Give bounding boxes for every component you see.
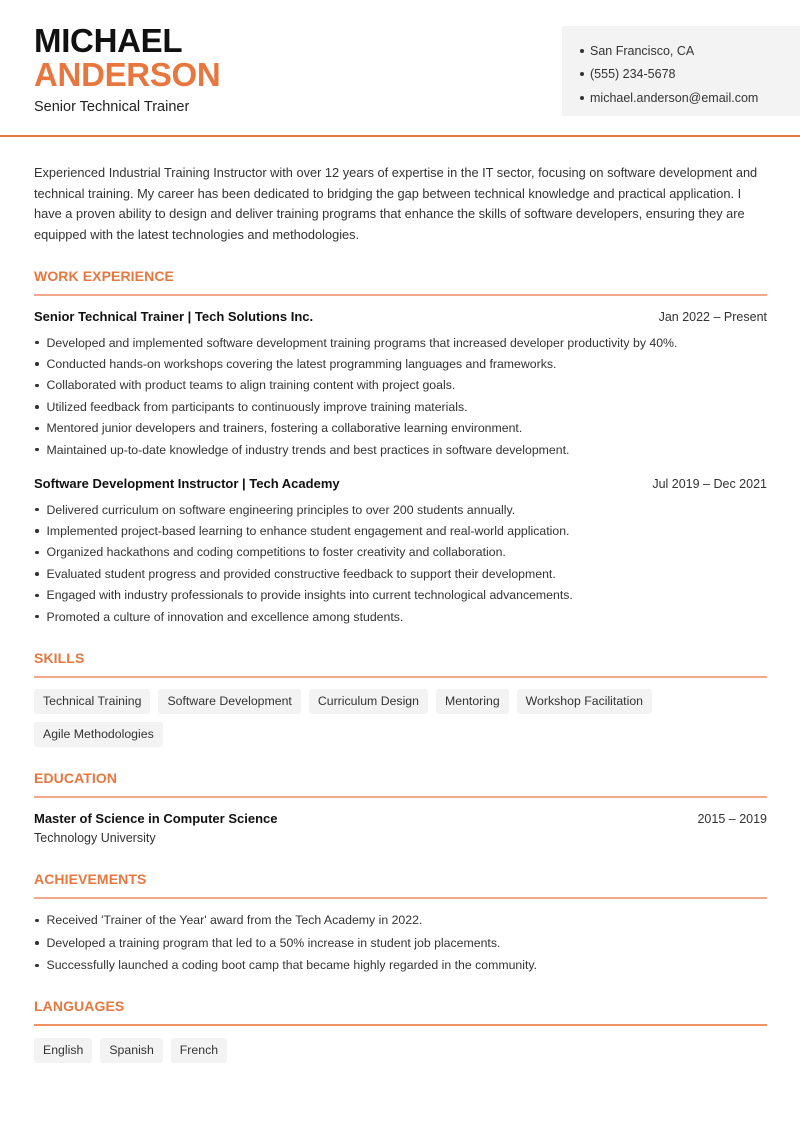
contact-email <box>580 86 800 110</box>
job-header <box>34 476 767 491</box>
list-item: Utilized feedback from participants to continuously improve training materials. <box>34 396 767 417</box>
job-bullets <box>34 499 767 627</box>
list-item: Successfully launched a coding boot camp that became highly regarded in the community. <box>34 954 767 977</box>
contact-location <box>580 39 800 63</box>
bullet-icon <box>580 72 584 76</box>
school-name: Technology University <box>34 831 156 845</box>
bullet-icon <box>35 615 39 619</box>
resume-header <box>0 0 800 137</box>
bullet-icon <box>35 551 39 555</box>
list-item: Received 'Trainer of the Year' award from the Tech Academy in 2022. <box>34 909 767 932</box>
bullet-icon <box>35 529 39 533</box>
bullet-icon <box>35 941 39 945</box>
bullet-icon <box>35 448 39 452</box>
section-heading-education: EDUCATION <box>34 770 767 798</box>
bullet-icon <box>580 96 584 100</box>
list-item: Engaged with industry professionals to provide insights into current technological advancements. <box>34 585 767 606</box>
list-item: Evaluated student progress and provided constructive feedback to support their development. <box>34 563 767 584</box>
last-name: ANDERSON <box>34 56 221 93</box>
job-header <box>34 309 767 324</box>
professional-summary: Experienced Industrial Training Instructor with over 12 years of expertise in the IT sector, focusing on software development and technical training. My career has been dedicated to bridging the gap between technical knowledge and practical application. I have a proven ability to design and deliver training programs that enhance the skills of software developers, ensuring they are equipped with the latest technologies and methodologies. <box>34 165 758 242</box>
section-heading-work-experience: WORK EXPERIENCE <box>34 268 767 296</box>
job-title: Senior Technical Trainer | Tech Solutions Inc. <box>34 309 314 324</box>
bullet-icon <box>35 594 39 598</box>
bullet-icon <box>35 362 39 366</box>
skill-tag: Software Development <box>158 689 300 714</box>
list-item: Mentored junior developers and trainers, fostering a collaborative learning environment. <box>34 418 767 439</box>
section-heading-languages: LANGUAGES <box>34 998 767 1026</box>
job-dates: Jul 2019 – Dec 2021 <box>652 477 767 491</box>
skill-tag: Curriculum Design <box>309 689 428 714</box>
list-item: Developed and implemented software development training programs that increased developer productivity by 40%. <box>34 332 767 353</box>
first-name: MICHAEL <box>34 22 183 59</box>
job-title: Software Development Instructor | Tech Academy <box>34 476 340 491</box>
language-tag: Spanish <box>100 1038 162 1063</box>
list-item: Collaborated with product teams to align training content with project goals. <box>34 375 767 396</box>
list-item: Implemented project-based learning to enhance student engagement and real-world application. <box>34 520 767 541</box>
bullet-icon <box>35 919 39 923</box>
languages-tags <box>34 1038 767 1063</box>
skill-tag: Technical Training <box>34 689 150 714</box>
list-item: Conducted hands-on workshops covering the latest programming languages and frameworks. <box>34 353 767 374</box>
phone-text[interactable]: (555) 234-5678 <box>590 67 676 82</box>
language-tag: English <box>34 1038 92 1063</box>
bullet-icon <box>580 49 584 53</box>
skills-tags <box>34 689 767 747</box>
skill-tag: Workshop Facilitation <box>517 689 652 714</box>
job-dates: Jan 2022 – Present <box>658 310 767 324</box>
list-item: Maintained up-to-date knowledge of industry trends and best practices in software development. <box>34 439 767 460</box>
contact-box <box>562 26 800 116</box>
education-header <box>34 811 767 826</box>
section-heading-skills: SKILLS <box>34 650 767 678</box>
list-item: Developed a training program that led to a 50% increase in student job placements. <box>34 932 767 955</box>
list-item: Promoted a culture of innovation and excellence among students. <box>34 606 767 627</box>
education-dates: 2015 – 2019 <box>697 812 767 826</box>
section-heading-achievements: ACHIEVEMENTS <box>34 871 767 899</box>
bullet-icon <box>35 405 39 409</box>
bullet-icon <box>35 572 39 576</box>
location-text: San Francisco, CA <box>590 43 695 58</box>
email-link[interactable]: michael.anderson@email.com <box>590 90 759 105</box>
job-bullets <box>34 332 767 460</box>
bullet-icon <box>35 341 39 345</box>
skill-tag: Mentoring <box>436 689 509 714</box>
list-item: Delivered curriculum on software engineering principles to over 200 students annually. <box>34 499 767 520</box>
bullet-icon <box>35 508 39 512</box>
achievements-list <box>34 909 767 977</box>
degree: Master of Science in Computer Science <box>34 811 278 826</box>
bullet-icon <box>35 384 39 388</box>
skill-tag: Agile Methodologies <box>34 722 163 747</box>
bullet-icon <box>35 964 39 968</box>
contact-phone <box>580 63 800 87</box>
list-item: Organized hackathons and coding competitions to foster creativity and collaboration. <box>34 542 767 563</box>
bullet-icon <box>35 427 39 431</box>
language-tag: French <box>171 1038 227 1063</box>
job-title-headline: Senior Technical Trainer <box>34 99 190 115</box>
